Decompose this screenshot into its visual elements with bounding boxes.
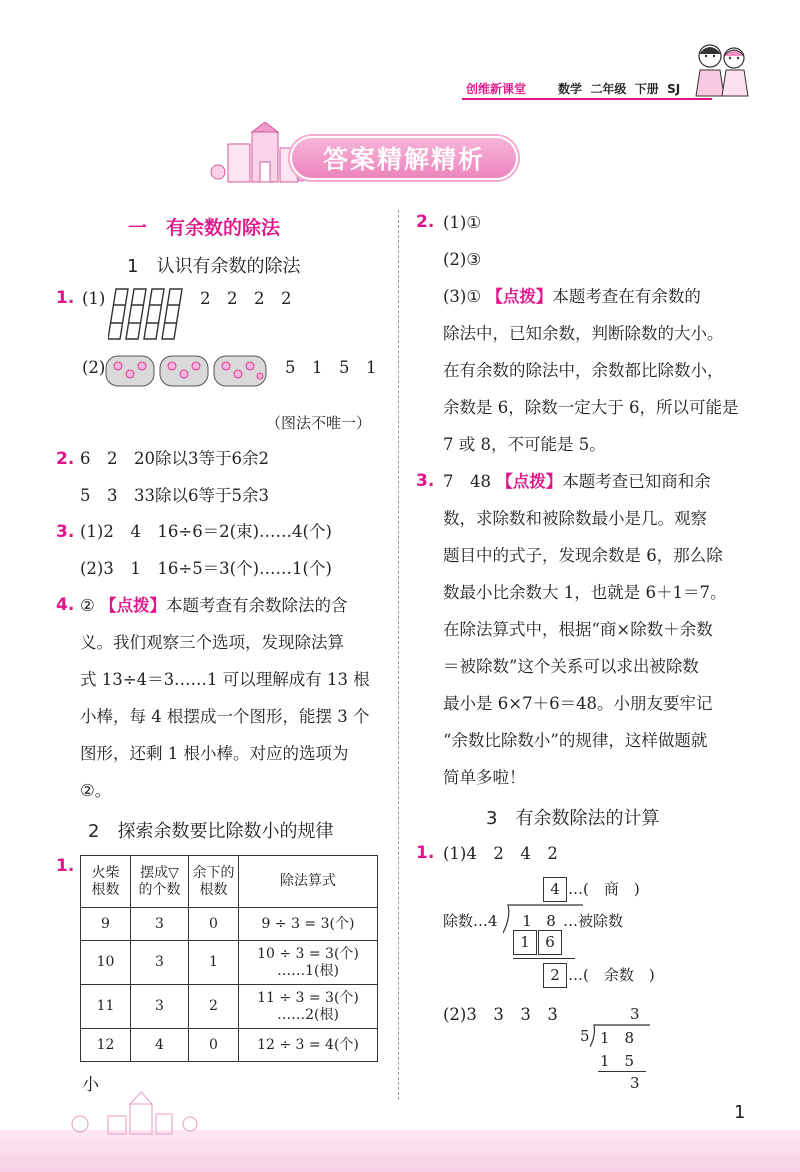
r-q3-number: 3. — [416, 471, 435, 491]
q4-text-4: 小棒，每 4 根摆成一个图形，能摆 3 个 — [80, 707, 370, 726]
lesson-3-q1-number: 1. — [416, 843, 435, 863]
product-box: 6 — [538, 930, 562, 955]
r-q2-first-tip-line — [443, 285, 701, 309]
dividend-label: …被除数 — [563, 912, 624, 930]
r-q2-text-5: 7 或 8，不可能是 5。 — [443, 435, 606, 454]
header-rule — [462, 98, 712, 100]
table-cell: 10 — [81, 941, 131, 985]
footer-town-illustration — [60, 1090, 210, 1136]
header-subject-info: 数学 二年级 下册 SJ — [558, 82, 681, 96]
table-cell: 2 — [189, 985, 239, 1029]
q4-text-6: ②。 — [80, 781, 112, 800]
r-q2-text-1: 本题考查在有余数的 — [552, 287, 701, 306]
table-cell: 11 — [81, 985, 131, 1029]
r-q2-line-3: (3)① — [443, 287, 482, 306]
table-header-row — [81, 856, 378, 908]
q4-text-5: 图形，还剩 1 根小棒。对应的选项为 — [80, 744, 349, 763]
long-division-2 — [578, 1005, 668, 1095]
div2-quotient: 3 — [630, 1005, 640, 1023]
q3-line-1: (1)2 4 16÷6＝2(束)……4(个) — [80, 522, 332, 541]
matchstick-parallelograms — [108, 285, 190, 343]
div2-dividend: 1 8 — [600, 1029, 635, 1047]
table-header-cell: 除法算式 — [239, 856, 378, 908]
r-q2-line-1: (1)① — [443, 213, 482, 232]
q3-line-2: (2)3 1 16÷5＝3(个)……1(个) — [80, 559, 332, 578]
r-q3-text-2: 数，求除数和被除数最小是几。观察 — [443, 509, 707, 528]
r-q3-text-6: ＝被除数”这个关系可以求出被除数 — [443, 657, 699, 676]
table-cell: 3 — [131, 908, 189, 941]
table-row — [81, 985, 378, 1029]
lesson-3-q1-line-1: (1)4 2 4 2 — [443, 844, 558, 863]
q1-note: （图法不唯一） — [266, 414, 372, 432]
after-table-answer: 小 — [82, 1075, 99, 1095]
r-q3-text-3: 题目中的式子，发现余数是 6，那么除 — [443, 546, 723, 565]
lesson-3-title: 3 有余数除法的计算 — [486, 808, 660, 829]
q2-line-2: 5 3 33除以6等于5余3 — [80, 486, 269, 505]
q2-line-1: 6 2 20除以3等于6余2 — [80, 449, 269, 468]
remainder-box: 2 — [543, 963, 567, 988]
table-cell: 4 — [131, 1029, 189, 1062]
r-q3-text-7: 最小是 6×7＋6＝48。小朋友要牢记 — [443, 694, 713, 713]
q1-part2-answer: 5 1 5 1 — [285, 358, 377, 377]
answer-table — [80, 855, 378, 1062]
table-cell: 0 — [189, 1029, 239, 1062]
table-header-cell: 摆成▽的个数 — [131, 856, 189, 908]
r-q3-tip-label: 【点拨】 — [496, 472, 563, 491]
r-q3-text-9: 简单多啦！ — [443, 768, 526, 787]
div2-remainder: 3 — [630, 1074, 640, 1092]
q1-part1-label: (1) — [82, 289, 106, 308]
unit-title: 一 有余数的除法 — [128, 217, 281, 239]
q2-number: 2. — [56, 449, 75, 469]
lesson-1-title: 1 认识有余数的除法 — [127, 256, 301, 277]
table-cell: 10 ÷ 3 = 3(个) ……1(根) — [239, 941, 378, 985]
q4-first-line — [80, 594, 348, 618]
r-q2-text-2: 除法中，已知余数，判断除数的大小。 — [443, 324, 724, 343]
remainder-label: …( 余数 ) — [568, 966, 655, 984]
r-q3-text-5: 在除法算式中，根据“商×除数＋余数 — [443, 620, 713, 639]
r-q2-text-3: 在有余数的除法中，余数都比除数小， — [443, 361, 724, 380]
q4-text-3: 式 13÷4＝3……1 可以理解成有 13 根 — [80, 670, 370, 689]
r-q3-text-1: 本题考查已知商和余 — [562, 472, 711, 491]
quotient-box: 4 — [543, 877, 567, 902]
r-q2-text-4: 余数是 6，除数一定大于 6，所以可能是 — [443, 398, 739, 417]
q1-number: 1. — [56, 288, 75, 308]
table-row — [81, 941, 378, 985]
dividend-digit: 8 — [546, 912, 556, 930]
product-box: 1 — [513, 930, 537, 955]
q4-text-1: 本题考查有余数除法的含 — [166, 596, 348, 615]
page-number: 1 — [734, 1102, 746, 1123]
column-divider — [398, 210, 399, 1100]
r-q3-text-8: “余数比除数小”的规律，这样做题就 — [443, 731, 708, 750]
q1-part2-label: (2) — [82, 358, 106, 377]
page-header — [0, 0, 800, 110]
table-cell: 3 — [131, 985, 189, 1029]
q4-text-2: 义。我们观察三个选项，发现除法算 — [80, 633, 344, 652]
r-q2-line-2: (2)③ — [443, 250, 482, 269]
table-cell: 9 ÷ 3 = 3(个) — [239, 908, 378, 941]
r-q3-first-line — [443, 470, 711, 494]
q1-part1-answer: 2 2 2 2 — [200, 289, 292, 308]
q4-answer: ② — [80, 596, 95, 615]
table-cell: 3 — [131, 941, 189, 985]
table-cell: 12 ÷ 3 = 4(个) — [239, 1029, 378, 1062]
lesson-3-q1-line-2: (2)3 3 3 3 — [443, 1005, 558, 1024]
table-header-cell: 余下的根数 — [189, 856, 239, 908]
q3-number: 3. — [56, 522, 75, 542]
table-cell: 12 — [81, 1029, 131, 1062]
division-rule-2 — [598, 1071, 646, 1072]
title-banner — [210, 122, 520, 190]
table-cell: 1 — [189, 941, 239, 985]
dividend-digit: 1 — [522, 912, 532, 930]
lesson-2-q1-number: 1. — [56, 856, 75, 876]
kids-illustration — [690, 40, 756, 102]
footer-band — [0, 1130, 800, 1172]
table-cell: 11 ÷ 3 = 3(个) ……2(根) — [239, 985, 378, 1029]
div2-divisor: 5 — [580, 1027, 590, 1045]
q4-number: 4. — [56, 595, 75, 615]
lesson-2-title: 2 探索余数要比除数小的规律 — [88, 821, 334, 842]
banner-title: 答案精解精析 — [322, 145, 485, 174]
q4-tip-label: 【点拨】 — [100, 596, 167, 615]
long-division-1 — [443, 874, 703, 992]
r-q2-number: 2. — [416, 212, 435, 232]
divisor-label: 除数…4 — [443, 912, 498, 930]
table-cell: 9 — [81, 908, 131, 941]
r-q3-text-4: 数最小比余数大 1，也就是 6＋1＝7。 — [443, 583, 727, 602]
table-row — [81, 908, 378, 941]
quotient-label: …( 商 ) — [568, 880, 640, 898]
table-row — [81, 1029, 378, 1062]
grouped-pieces-drawing — [104, 350, 270, 392]
table-cell: 0 — [189, 908, 239, 941]
div2-product: 1 5 — [600, 1052, 635, 1070]
r-q2-tip-label: 【点拨】 — [486, 287, 553, 306]
division-rule — [513, 958, 575, 959]
table-header-cell: 火柴根数 — [81, 856, 131, 908]
header-brand: 创维新课堂 — [466, 82, 527, 96]
r-q3-answer: 7 48 — [443, 472, 491, 491]
